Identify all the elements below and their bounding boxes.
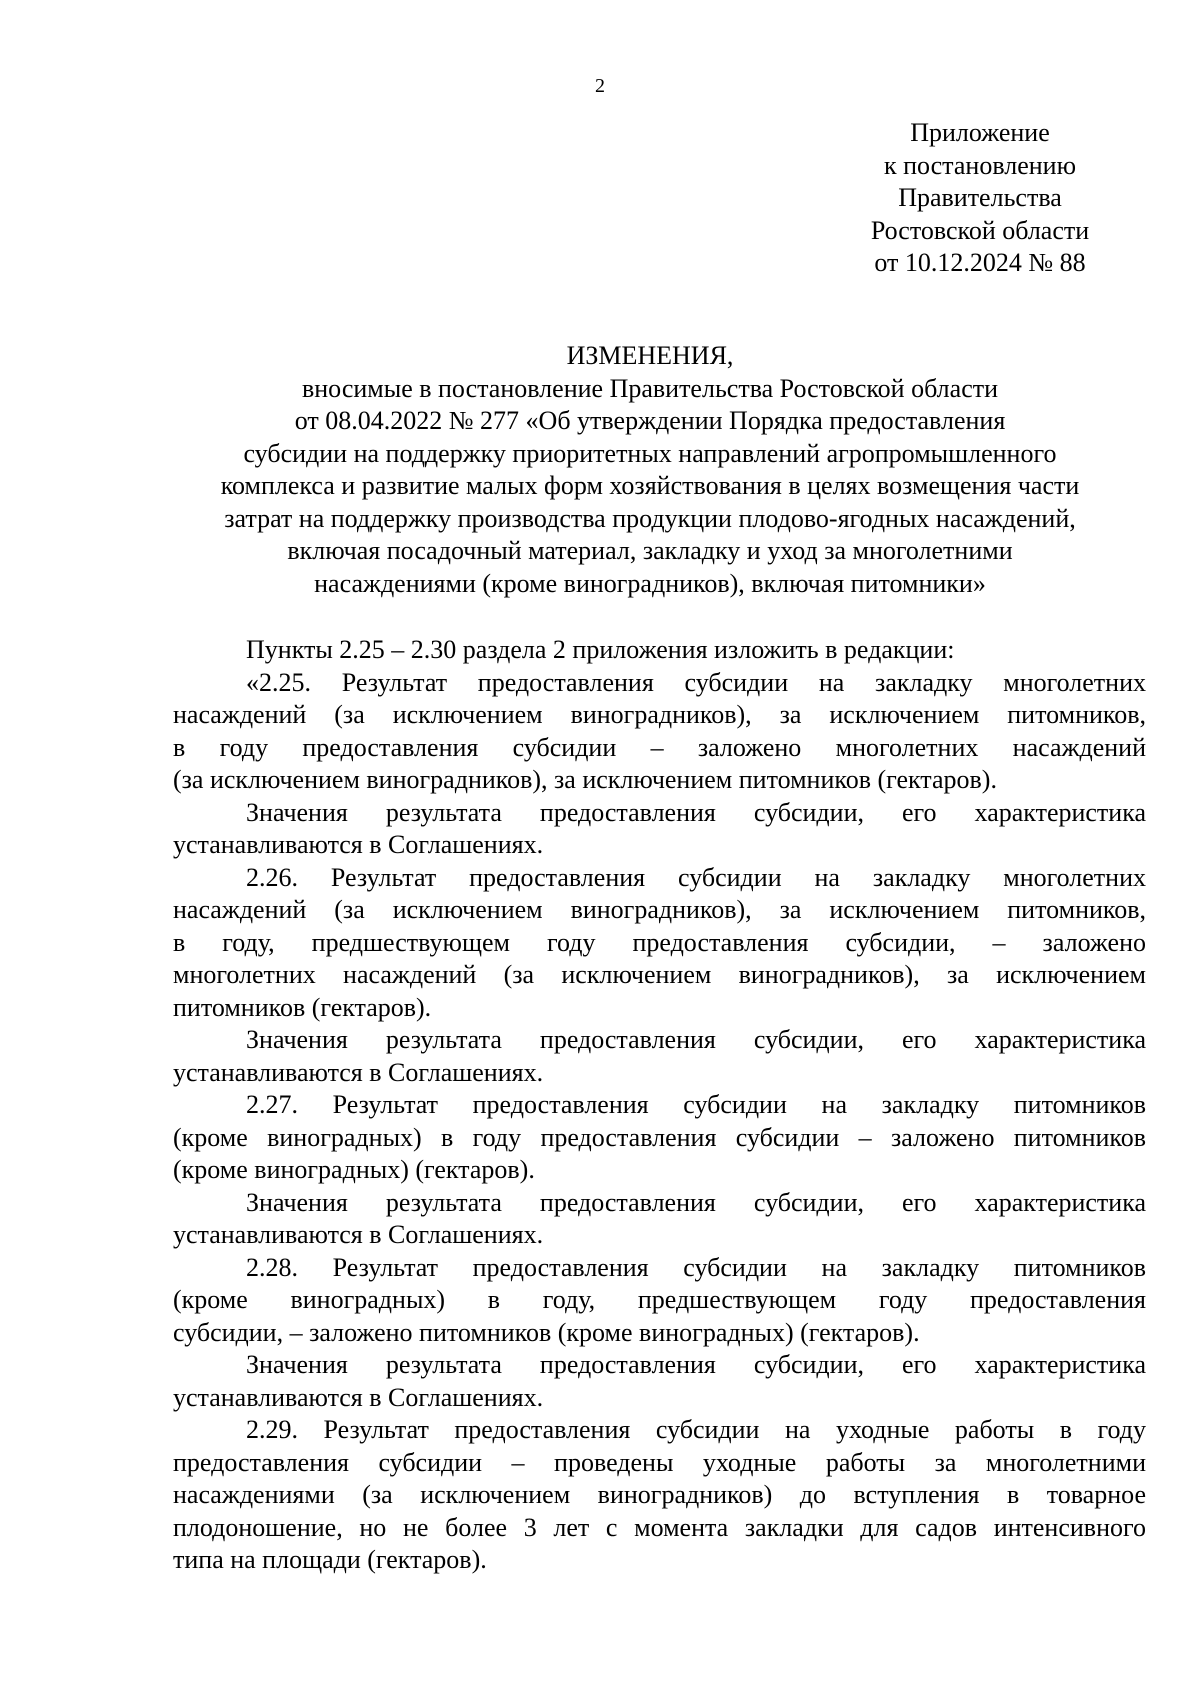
body-line: насаждений (за исключением виноградников), за исключением питомников, [173,700,1146,729]
body-line: 2.28. Результат предоставления субсидии на закладку питомников [246,1252,1146,1282]
heading-subtitle-line: включая посадочный материал, закладку и уход за многолетними [287,536,1013,565]
body-line: субсидии, – заложено питомников (кроме виноградных) (гектаров). [173,1317,920,1347]
heading-subtitle-line: затрат на поддержку производства продукции плодово-ягодных насаждений, [224,503,1076,533]
appendix-line: Правительства [898,183,1062,212]
body-line: (кроме виноградных) в году, предшествующем году предоставления [173,1285,1146,1314]
appendix-line: Ростовской области [870,215,1090,245]
body-line: 2.29. Результат предоставления субсидии на уходные работы в году [246,1415,1146,1444]
document-heading [140,340,1160,600]
body-line: «2.25. Результат предоставления субсидии на закладку многолетних [246,667,1146,697]
heading-subtitle-line: вносимые в постановление Правительства Ростовской области [301,373,999,403]
body-line: насаждений (за исключением виноградников), за исключением питомников, [173,895,1146,924]
heading-subtitle-line: насаждениями (кроме виноградников), включая питомники» [314,568,986,598]
document-body [173,634,1146,1577]
heading-title: ИЗМЕНЕНИЯ, [566,341,734,370]
body-line: в году предоставления субсидии – заложено многолетних насаждений [173,732,1146,762]
body-line: Значения результата предоставления субсидии, его характеристика [246,1187,1146,1217]
body-line: 2.27. Результат предоставления субсидии на закладку питомников [246,1090,1146,1119]
body-line: устанавливаются в Соглашениях. [173,1220,544,1249]
body-line: Значения результата предоставления субсидии, его характеристика [246,1350,1146,1379]
body-line: питомников (гектаров). [173,992,432,1022]
body-line: многолетних насаждений (за исключением виноградников), за исключением [173,960,1146,989]
body-line: Пункты 2.25 – 2.30 раздела 2 приложения изложить в редакции: [246,635,955,664]
body-line: Значения результата предоставления субсидии, его характеристика [246,797,1146,827]
body-line: насаждениями (за исключением виноградников) до вступления в товарное [173,1480,1146,1509]
body-line: устанавливаются в Соглашениях. [173,1057,544,1087]
heading-subtitle-line: комплекса и развитие малых форм хозяйствования в целях возмещения части [220,471,1080,500]
body-line: (кроме виноградных) в году предоставления субсидии – заложено питомников [173,1122,1146,1152]
page-number: 2 [595,75,605,97]
body-line: в году, предшествующем году предоставления субсидии, – заложено [173,927,1146,957]
body-line: Значения результата предоставления субсидии, его характеристика [246,1025,1146,1054]
appendix-line: к постановлению [883,150,1077,180]
appendix-block [800,117,1160,280]
body-line: 2.26. Результат предоставления субсидии на закладку многолетних [246,862,1146,892]
heading-subtitle-line: от 08.04.2022 № 277 «Об утверждении Порядка предоставления [294,406,1006,435]
body-line: устанавливаются в Соглашениях. [173,1382,544,1412]
body-line: (кроме виноградных) (гектаров). [173,1155,535,1184]
appendix-line: Приложение [910,118,1050,147]
heading-subtitle-line: субсидии на поддержку приоритетных направлений агропромышленного [243,438,1057,468]
body-line: плодоношение, но не более 3 лет с момента закладки для садов интенсивного [173,1512,1146,1542]
body-line: типа на площади (гектаров). [173,1545,487,1574]
body-line: предоставления субсидии – проведены уходные работы за многолетними [173,1447,1146,1477]
appendix-line: от 10.12.2024 № 88 [874,248,1086,277]
body-line: устанавливаются в Соглашениях. [173,830,544,859]
body-line: (за исключением виноградников), за исключением питомников (гектаров). [173,765,997,794]
